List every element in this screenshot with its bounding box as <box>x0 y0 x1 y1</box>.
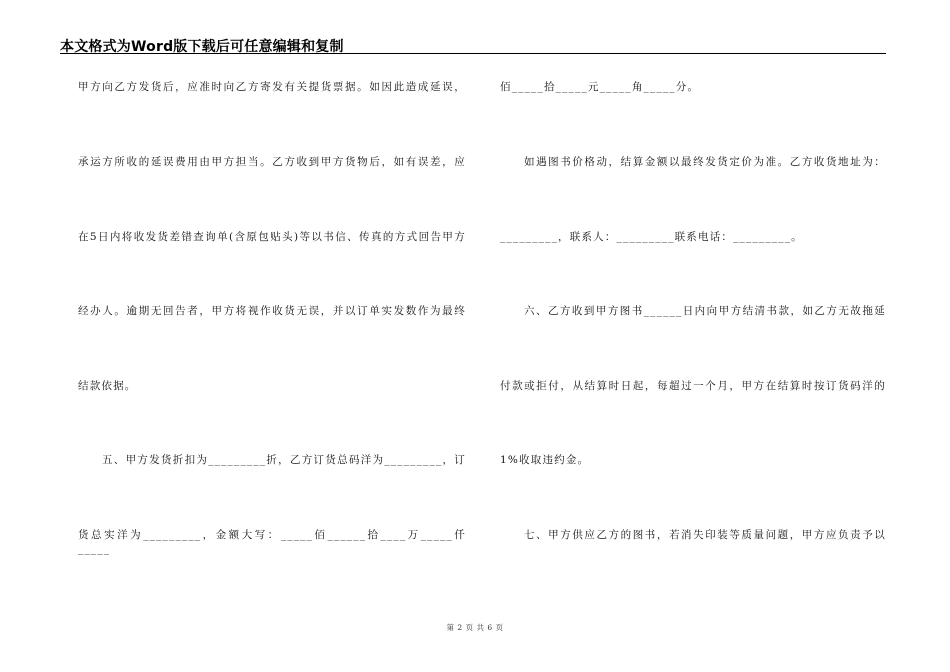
left-line-5: 结款依据。 <box>78 380 137 392</box>
right-line-5: 付款或拒付，从结算时日起，每超过一个月，甲方在结算时按订货码洋的 <box>500 380 886 392</box>
left-line-7: 货总实洋为_________，金额大写：_____佰______拾____万_____仟_____ <box>78 529 466 555</box>
left-line-4: 经办人。逾期无回告者，甲方将视作收货无误，并以订单实发数作为最终 <box>78 305 466 317</box>
left-line-3: 在5日内将收发货差错查询单(含原包贴头)等以书信、传真的方式回告甲方 <box>78 231 466 243</box>
right-line-1: 佰_____拾_____元_____角_____分。 <box>500 81 700 93</box>
right-line-6: 1%收取违约金。 <box>500 454 590 466</box>
right-line-4: 六、乙方收到甲方图书______日内向甲方结清书款，如乙方无故拖延 <box>524 305 886 317</box>
right-line-3: _________，联系人：_________联系电话：_________。 <box>500 231 803 243</box>
left-line-2: 承运方所收的延误费用由甲方担当。乙方收到甲方货物后，如有误差，应 <box>78 156 466 168</box>
left-line-6: 五、甲方发货折扣为_________折，乙方订货总码洋为_________，订 <box>102 454 466 466</box>
page-number: 第 2 页 共 6 页 <box>446 623 504 632</box>
right-text-column <box>500 0 886 672</box>
left-line-1: 甲方向乙方发货后，应准时向乙方寄发有关提货票据。如因此造成延误， <box>78 81 466 93</box>
left-text-column <box>78 0 466 672</box>
document-header-title: 本文格式为Word版下载后可任意编辑和复制 <box>60 39 344 55</box>
right-line-7: 七、甲方供应乙方的图书，若消失印装等质量问题，甲方应负责予以 <box>524 529 886 541</box>
right-line-2: 如遇图书价格动，结算金额以最终发货定价为准。乙方收货地址为： <box>524 156 886 168</box>
